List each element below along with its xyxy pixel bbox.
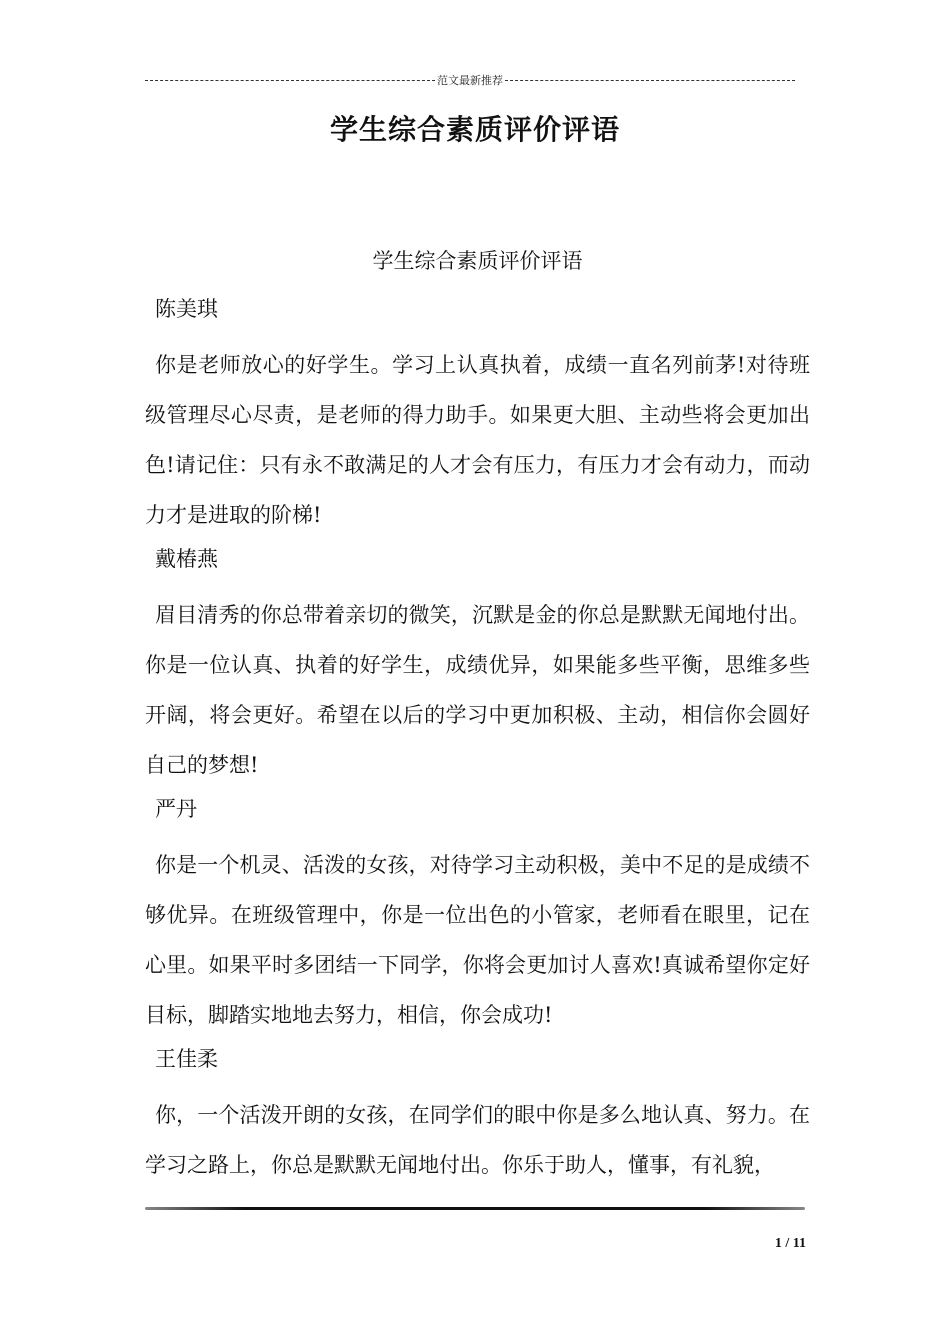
header-label: 范文最新推荐	[437, 74, 503, 87]
footer-rule	[145, 1207, 805, 1210]
student-name: 王佳柔	[155, 1047, 218, 1071]
header-dash-left	[145, 80, 435, 81]
page-indicator: 1 / 11	[774, 1236, 806, 1251]
student-name: 严丹	[155, 797, 197, 821]
document-body	[145, 244, 810, 1190]
student-comment: 你，一个活泼开朗的女孩，在同学们的眼中你是多么地认真、努力。在学习之路上，你总是默默无闻地付出。你乐于助人，懂事，有礼貌，	[145, 1103, 810, 1177]
header-rule	[145, 72, 795, 88]
student-comment: 你是一个机灵、活泼的女孩，对待学习主动积极，美中不足的是成绩不够优异。在班级管理中，你是一位出色的小管家，老师看在眼里，记在心里。如果平时多团结一下同学，你将会更加讨人喜欢!真诚希望你定好目标，脚踏实地地去努力，相信，你会成功!	[145, 853, 810, 1027]
document-subtitle: 学生综合素质评价评语	[372, 249, 583, 273]
document-title: 学生综合素质评价评语	[329, 113, 620, 146]
student-name: 陈美琪	[155, 297, 218, 321]
student-comment: 你是老师放心的好学生。学习上认真执着，成绩一直名列前茅!对待班级管理尽心尽责，是老师的得力助手。如果更大胆、主动些将会更加出色!请记住：只有永不敢满足的人才会有压力，有压力才会有动力，而动力才是进取的阶梯!	[145, 353, 810, 527]
student-name: 戴椿燕	[155, 547, 218, 571]
header-dash-right	[505, 80, 795, 81]
student-comment: 眉目清秀的你总带着亲切的微笑，沉默是金的你总是默默无闻地付出。你是一位认真、执着的好学生，成绩优异，如果能多些平衡，思维多些开阔，将会更好。希望在以后的学习中更加积极、主动，相信你会圆好自己的梦想!	[145, 603, 810, 777]
